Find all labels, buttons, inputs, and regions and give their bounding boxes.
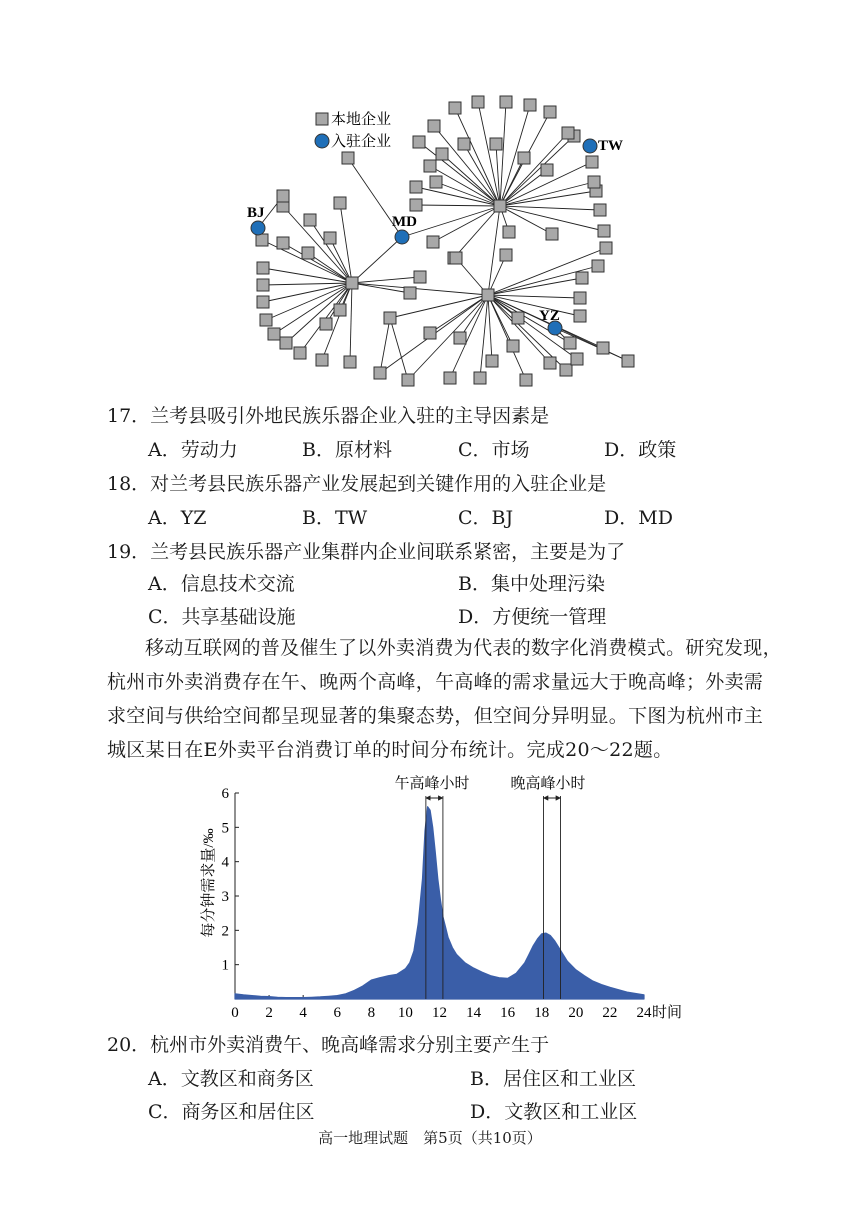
network-edge [350,283,352,362]
label-yz: YZ [539,308,560,324]
local-firm-node [500,96,512,108]
q18-option-b: B．TW [302,507,368,529]
local-hub-node [482,289,494,301]
passage [107,631,787,767]
q17-option-c: C．市场 [458,439,530,461]
q17-option-d: D．政策 [604,439,677,461]
local-firm-node [260,314,272,326]
local-firm-node [594,204,606,216]
local-firm-node [562,127,574,139]
network-edge [500,133,568,206]
question-18-stem: 18．对兰考县民族乐器产业发展起到关键作用的入驻企业是 [107,473,607,495]
local-firm-node [524,99,536,111]
local-firm-node [576,272,588,284]
local-firm-node [277,190,289,202]
local-firm-node [436,148,448,160]
entered-firm-node-bj [251,221,265,235]
local-firm-node [304,214,316,226]
local-firm-node [586,156,598,168]
x-tick-label: 22 [602,1005,618,1021]
local-firm-node [424,327,436,339]
network-edge [488,295,580,298]
local-firm-node [294,347,306,359]
local-firm-node [622,355,634,367]
network-edge [488,295,492,361]
network-edge [464,144,500,206]
network-edge [352,283,488,295]
local-firm-node [257,279,269,291]
local-hub-node [346,277,358,289]
entered-firm-node-md [395,230,409,244]
network-edge [442,154,500,206]
local-hub-node [494,200,506,212]
local-firm-node [544,106,556,118]
q17-option-b: B．原材料 [302,439,392,461]
chart-xlabel: 时间 [652,1005,683,1021]
local-firm-node [574,310,586,322]
local-firm-node [342,152,354,164]
x-tick-label: 18 [534,1005,550,1021]
local-firm-node [410,199,422,211]
local-firm-node [444,372,456,384]
q20-option-d: D．文教区和工业区 [470,1101,638,1123]
local-firm-node [500,249,512,261]
local-firm-node [316,354,328,366]
local-firm-node [560,364,572,376]
x-tick-label: 10 [397,1005,413,1021]
q19-option-b: B．集中处理污染 [458,573,605,595]
cluster-network-diagram [230,88,650,393]
legend-local-swatch [316,113,328,125]
local-firm-node [410,181,422,193]
local-firm-node [518,152,530,164]
demand-area-series [235,807,644,999]
local-firm-node [588,176,600,188]
passage-line-3: 求空间与供给空间都呈现显著的集聚态势，但空间分异明显。下图为杭州市主 [107,705,764,727]
local-firm-node [277,237,289,249]
x-tick-label: 6 [333,1005,341,1021]
q19-option-d: D．方便统一管理 [458,606,607,628]
y-tick-label: 5 [221,820,229,837]
local-firm-node [458,138,470,150]
network-edge [500,191,596,206]
x-tick-label: 4 [299,1005,307,1021]
local-firm-node [507,340,519,352]
label-tw: TW [598,138,624,154]
local-firm-node [413,136,425,148]
local-firm-node [280,337,292,349]
q20-option-b: B．居住区和工业区 [470,1068,636,1090]
local-firm-node [503,226,515,238]
local-firm-node [597,342,609,354]
local-firm-node [257,262,269,274]
q20-option-a: A．文教区和商务区 [148,1068,314,1090]
network-edge [390,318,408,380]
local-firm-node [414,271,426,283]
evening-peak-label: 晚高峰小时 [510,776,586,792]
local-firm-node [402,374,414,386]
x-tick-label: 20 [568,1005,584,1021]
q18-option-c: C．BJ [458,507,514,529]
local-firm-node [546,228,558,240]
question-20-stem: 20．杭州市外卖消费午、晚高峰需求分别主要产生于 [107,1034,550,1056]
network-edge [352,283,410,293]
local-firm-node [454,332,466,344]
local-firm-node [598,225,610,237]
local-firm-node [374,367,386,379]
local-firm-node [474,372,486,384]
x-tick-label: 16 [500,1005,516,1021]
local-firm-node [600,242,612,254]
q18-option-d: D．MD [604,507,673,529]
network-edge [500,136,574,206]
local-firm-node [512,312,524,324]
network-edge [408,295,488,380]
label-bj: BJ [247,205,265,221]
network-edge [310,220,352,283]
q18-option-a: A．YZ [148,507,207,529]
local-firm-node [564,337,576,349]
chart-series [235,807,644,999]
question-17-stem: 17．兰考县吸引外地民族乐器企业入驻的主导因素是 [107,405,550,427]
local-firm-node [324,232,336,244]
page-footer: 高一地理试题 第5页（共10页） [318,1129,542,1147]
network-edge [416,205,500,206]
x-tick-label: 2 [265,1005,273,1021]
noon-peak-label: 午高峰小时 [394,776,470,792]
local-firm-node [592,260,604,272]
local-firm-node [344,356,356,368]
local-firm-node [490,138,502,150]
x-tick-label: 14 [466,1005,482,1021]
legend-local-label: 本地企业 [331,112,392,128]
passage-line-4: 城区某日在E外卖平台消费订单的时间分布统计。完成20～22题。 [107,739,673,761]
y-tick-label: 6 [221,786,229,802]
network-edge [308,253,352,283]
network-edge [263,283,352,285]
y-tick-label: 4 [221,854,229,871]
network-edge [263,283,352,302]
label-md: MD [392,214,417,230]
local-firm-node [384,312,396,324]
local-firm-node [427,236,439,248]
local-firm-node [472,96,484,108]
local-firm-node [450,252,462,264]
network-edge [352,277,420,283]
passage-line-2: 杭州市外卖消费存在午、晚两个高峰，午高峰的需求量远大于晚高峰；外卖需 [107,671,764,693]
local-firm-node [541,164,553,176]
local-firm-node [520,374,532,386]
legend [315,110,391,150]
local-firm-node [256,234,268,246]
local-firm-node [334,304,346,316]
q20-option-c: C．商务区和居住区 [148,1101,315,1123]
passage-line-1: 移动互联网的普及催生了以外卖消费为代表的数字化消费模式。研究发现， [145,637,782,659]
local-firm-node [302,247,314,259]
local-firm-node [449,102,461,114]
local-firm-node [404,287,416,299]
network-edge [500,182,594,206]
q17-option-a: A．劳动力 [148,439,238,461]
q19-option-c: C．共享基础设施 [148,606,296,628]
local-firm-node [486,355,498,367]
y-tick-label: 1 [221,957,229,974]
network-edge [488,295,550,363]
x-tick-label: 12 [432,1005,447,1021]
local-firm-node [268,328,280,340]
local-firm-node [428,120,440,132]
demand-time-chart [195,768,695,1026]
y-tick-label: 3 [221,889,229,905]
entered-firm-node-tw [583,139,597,153]
local-firm-node [430,176,442,188]
network-edge [454,206,500,258]
network-edge [283,206,352,283]
network-edge [488,278,582,295]
network-edge [352,237,402,283]
network-edge [500,170,547,206]
local-firm-node [320,318,332,330]
question-19-stem: 19．兰考县民族乐器产业集群内企业间联系紧密，主要是为了 [107,541,626,563]
local-firm-node [544,357,556,369]
legend-entered-label: 入驻企业 [331,134,392,150]
x-tick-label: 8 [367,1005,376,1021]
network-edge [262,240,352,283]
local-firm-node [571,353,583,365]
local-firm-node [257,296,269,308]
y-tick-label: 2 [221,923,229,940]
chart-ylabel: 每分钟需求量/‰ [201,828,217,938]
network-edge [380,318,390,373]
q19-option-a: A．信息技术交流 [148,573,295,595]
network-nodes [251,96,634,386]
local-firm-node [334,197,346,209]
x-tick-label: 24 [636,1005,652,1021]
local-firm-node [574,292,586,304]
local-firm-node [424,160,436,172]
legend-entered-swatch [315,134,329,148]
x-tick-label: 0 [231,1005,239,1021]
